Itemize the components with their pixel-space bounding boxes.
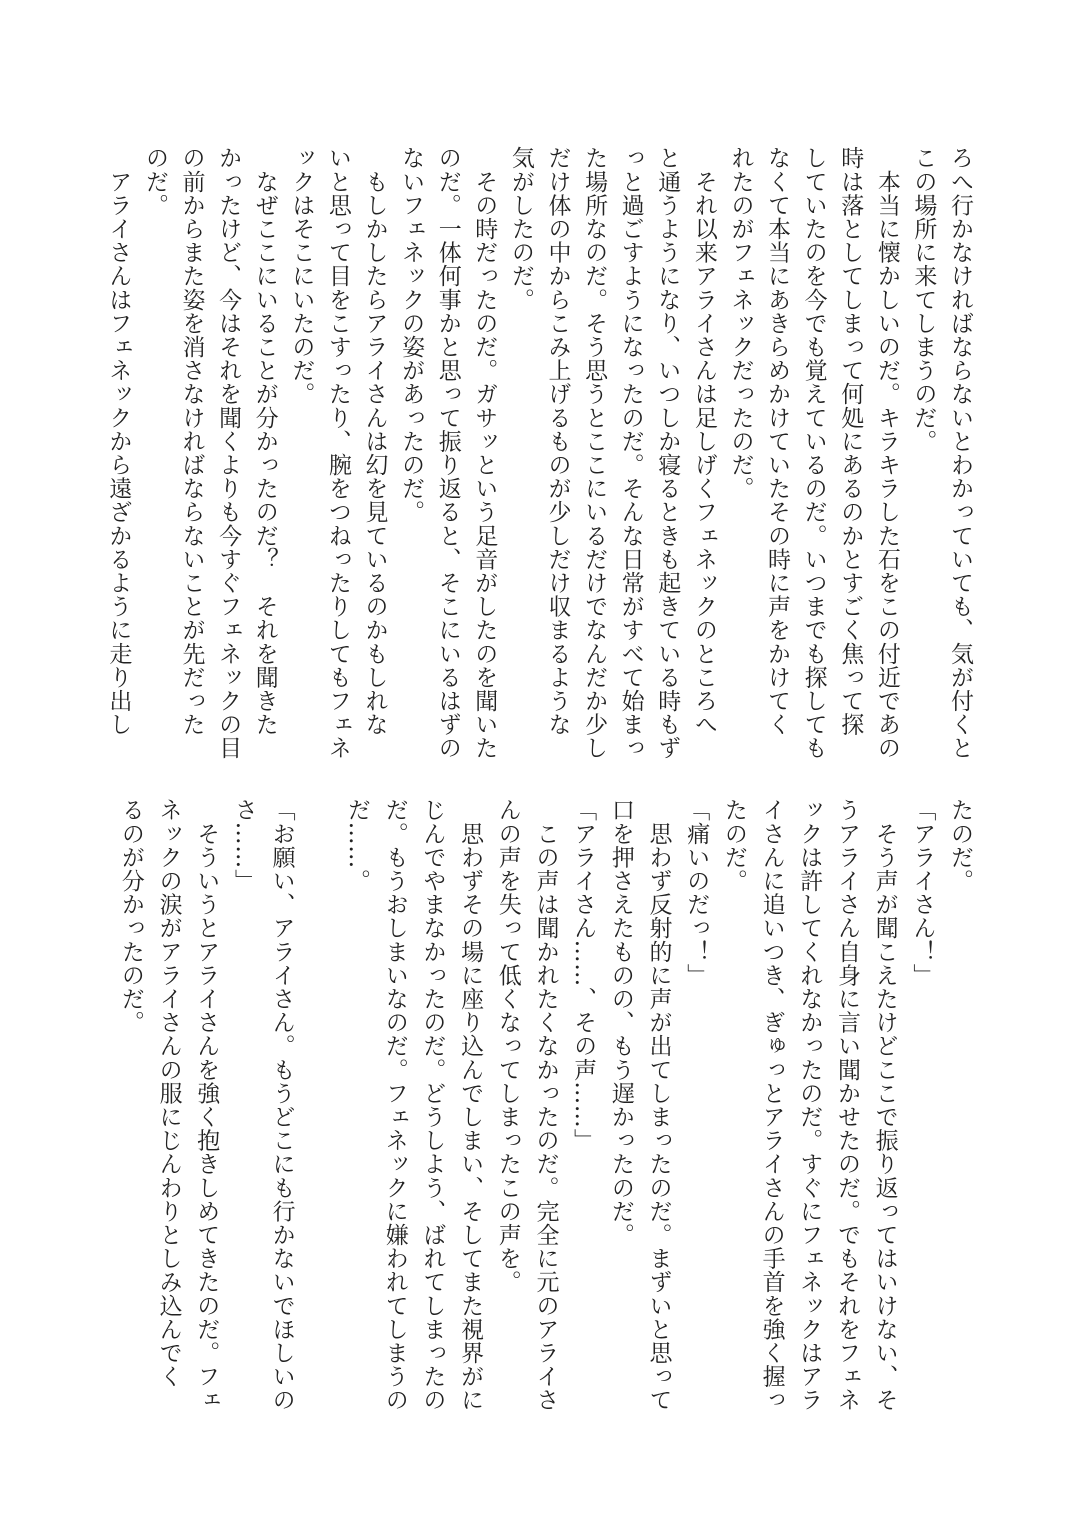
- text-column: アライさんはフェネックから遠ざかるように走り出し: [105, 146, 132, 736]
- text-column: いと思って目をこすったり、腕をつねったりしてもフェネ: [324, 146, 351, 760]
- text-column: それ以来アライさんは足しげくフェネックのところへ: [690, 146, 717, 736]
- text-column: その時だったのだ。ガサッという足音がしたのを聞いた: [471, 146, 498, 760]
- text-column: 「お願い、アライさん。もうどこにも行かないでほしいの: [268, 798, 295, 1412]
- top-text-block: [100, 146, 978, 760]
- text-column: この場所に来てしまうのだ。: [910, 146, 937, 453]
- text-column: もしかしたらアライさんは幻を見ているのかもしれな: [361, 146, 388, 736]
- text-column: っと過ごすようになったのだ。そんな日常がすべて始まっ: [617, 146, 644, 760]
- text-column: だ……。: [344, 798, 370, 893]
- text-column: そう声が聞こえたけどここで振り返ってはいけない、そ: [871, 798, 898, 1412]
- text-column: 思わずその場に座り込んでしまい、そしてまた視界がに: [457, 798, 484, 1412]
- text-column: と通うようになり、いつしか寝るときも起きている時もず: [654, 146, 681, 760]
- text-column: だけ体の中からこみ上げるものが少しだけ収まるような: [544, 146, 571, 736]
- text-column: なくて本当にあきらめかけていたその時に声をかけてく: [764, 146, 791, 736]
- text-column: のだ。: [141, 146, 168, 217]
- text-column: ックは許してくれなかったのだ。すぐにフェネックはアラ: [796, 798, 823, 1412]
- text-column: 本当に懐かしいのだ。キラキラした石をこの付近であの: [873, 146, 900, 760]
- text-column: ろへ行かなければならないとわかっていても、気が付くと: [947, 146, 973, 760]
- text-column: 口を押さえたものの、もう遅かったのだ。: [607, 798, 634, 1247]
- text-column: ないフェネックの姿があったのだ。: [398, 146, 425, 524]
- text-column: なぜここにいることが分かったのだ？ それを聞きた: [251, 146, 278, 736]
- text-column: うアライさん自身に言い聞かせたのだ。でもそれをフェネ: [833, 798, 860, 1412]
- text-column: 「アライさん……、その声……」: [570, 798, 597, 1152]
- text-column: 「痛いのだっ！」: [683, 798, 710, 987]
- bottom-text-block: [111, 798, 978, 1438]
- text-column: ネックの涙がアライさんの服にじんわりとしみ込んでく: [155, 798, 182, 1388]
- text-column: そういうとアライさんを強く抱きしめてきたのだ。フェ: [193, 798, 220, 1412]
- text-column: 時は落としてしまって何処にあるのかとすごく焦って探: [837, 146, 864, 736]
- text-column: ックはそこにいたのだ。: [288, 146, 315, 406]
- text-column: かったけど、今はそれを聞くよりも今すぐフェネックの目: [215, 146, 242, 760]
- text-column: じんでやまなかったのだ。どうしよう、ばれてしまったの: [419, 798, 446, 1412]
- text-column: んの声を失って低くなってしまったこの声を。: [494, 798, 521, 1294]
- text-column: [300, 798, 338, 1438]
- text-column: 「アライさん！」: [909, 798, 936, 987]
- text-column: さ……」: [230, 798, 257, 893]
- text-column: た場所なのだ。そう思うとここにいるだけでなんだか少し: [581, 146, 608, 760]
- text-column: していたのを今でも覚えているのだ。いつまでも探しても: [800, 146, 827, 760]
- text-column: 気がしたのだ。: [507, 146, 534, 312]
- text-column: のだ。一体何事かと思って振り返ると、そこにいるはずの: [434, 146, 461, 760]
- text-column: るのが分かったのだ。: [117, 798, 144, 1034]
- text-column: この声は聞かれたくなかったのだ。完全に元のアライさ: [532, 798, 559, 1412]
- text-column: たのだ。: [720, 798, 747, 893]
- text-column: イさんに追いつき、ぎゅっとアライさんの手首を強く握っ: [758, 798, 785, 1412]
- text-column: 思わず反射的に声が出てしまったのだ。まずいと思って: [645, 798, 672, 1412]
- text-column: だ。もうおしまいなのだ。フェネックに嫌われてしまうの: [381, 798, 408, 1412]
- text-column: れたのがフェネックだったのだ。: [727, 146, 754, 500]
- text-column: たのだ。: [947, 798, 973, 893]
- text-column: の前からまた姿を消さなければならないことが先だった: [178, 146, 205, 736]
